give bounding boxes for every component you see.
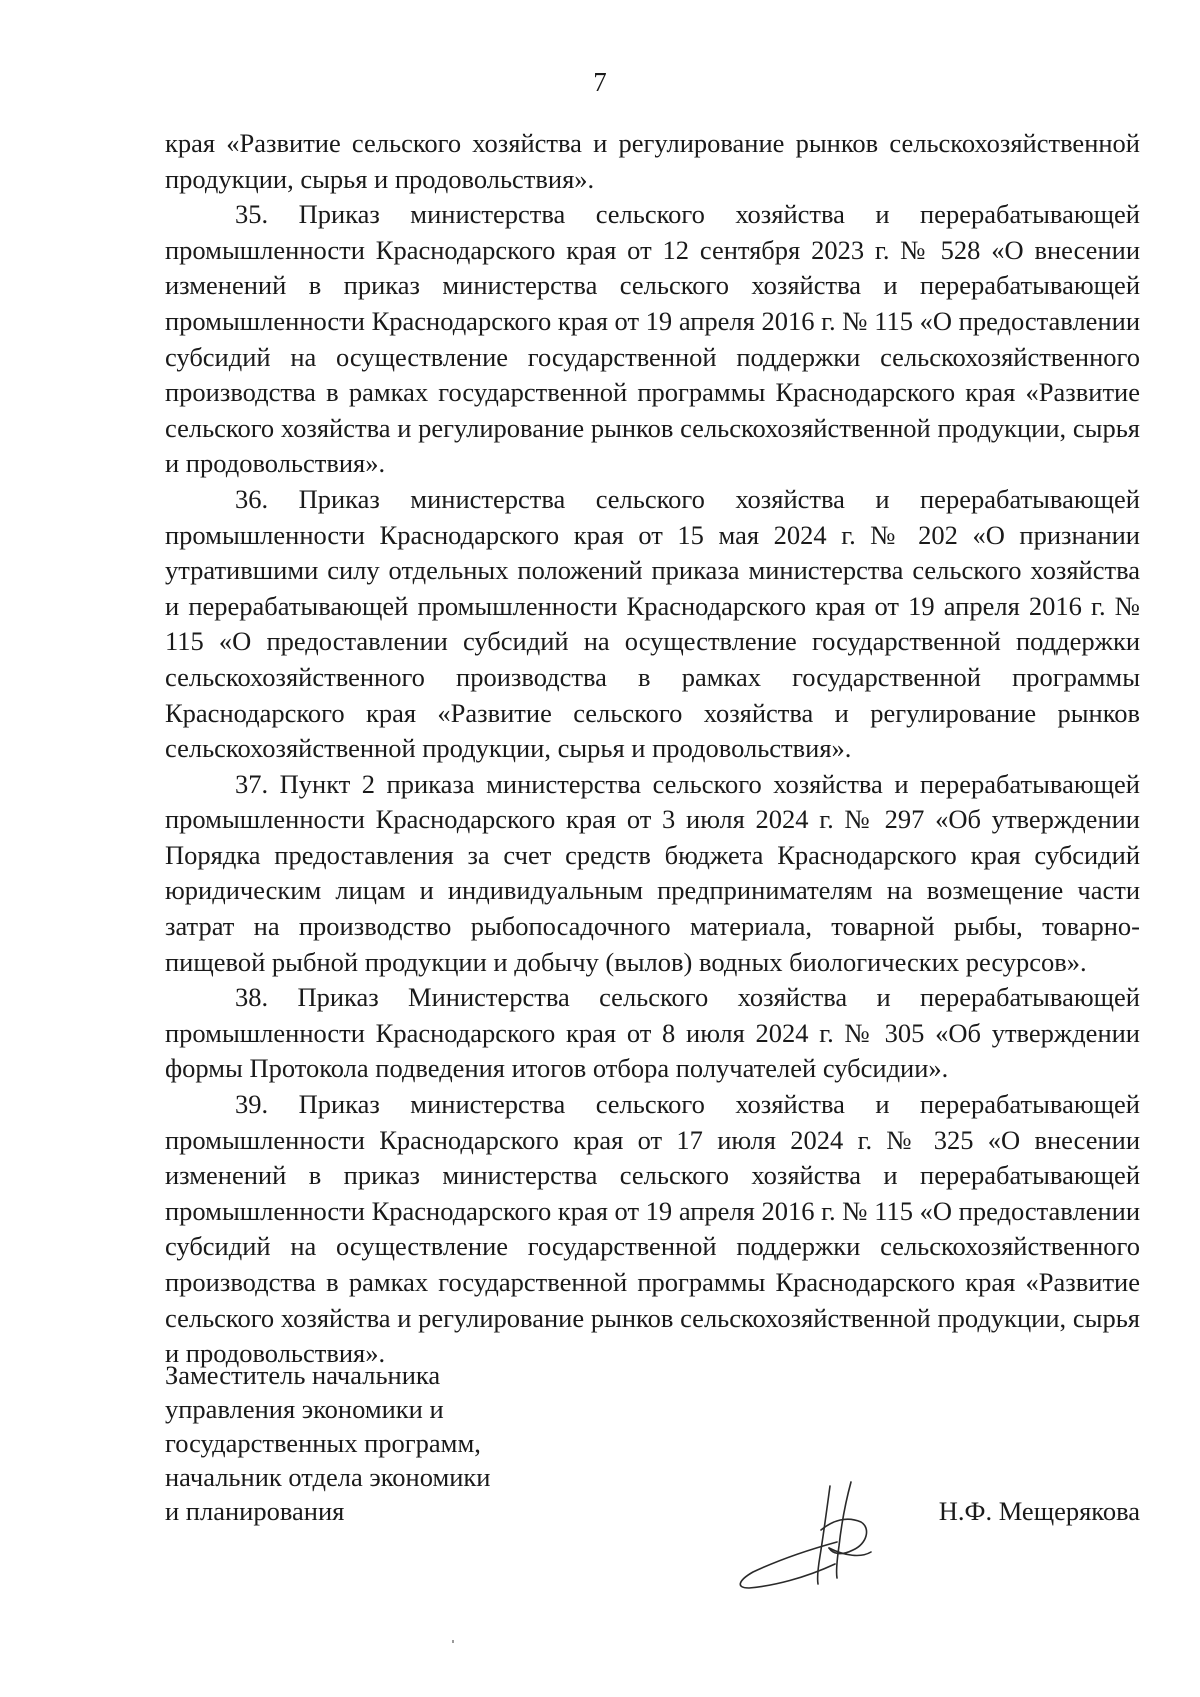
- signer-position-line: начальник отдела экономики: [165, 1462, 491, 1492]
- list-item-37: 37. Пункт 2 приказа министерства сельского хозяйства и перерабатывающей промышленности Краснодарского края от 3 июля 2024 г. № 297 «Об утверждении Порядка предоставления за счет средств бюджета Краснодарского края субсидий юридическим лицам и индивидуальным предпринимателям на возмещение части затрат на производство рыбопосадочного материала, товарной рыбы, товарно-пищевой рыбной продукции и добычу (вылов) водных биологических ресурсов».: [165, 768, 1140, 977]
- signer-position-line: управления экономики и: [165, 1394, 444, 1424]
- page-number: 7: [593, 67, 607, 97]
- signature-block: [165, 1358, 1140, 1618]
- signer-position: [165, 1358, 490, 1528]
- handwritten-signature: [725, 1438, 935, 1598]
- list-item-36: 36. Приказ министерства сельского хозяйства и перерабатывающей промышленности Краснодарского края от 15 мая 2024 г. № 202 «О признании утратившими силу отдельных положений приказа министерства сельского хозяйства и перерабатывающей промышленности Краснодарского края от 19 апреля 2016 г. № 115 «О предоставлении субсидий на осуществление государственной поддержки сельскохозяйственного производства в рамках государственной программы Краснодарского края «Развитие сельского хозяйства и регулирование рынков сельскохозяйственной продукции, сырья и продовольствия».: [165, 483, 1140, 764]
- signer-position-line: и планирования: [165, 1496, 345, 1526]
- list-item-38: 38. Приказ Министерства сельского хозяйства и перерабатывающей промышленности Краснодарского края от 8 июля 2024 г. № 305 «Об утверждении формы Протокола подведения итогов отбора получателей субсидии».: [165, 982, 1140, 1084]
- paragraph-continuation: края «Развитие сельского хозяйства и регулирование рынков сельскохозяйственной продукции, сырья и продовольствия».: [165, 128, 1140, 194]
- signer-position-line: государственных программ,: [165, 1428, 481, 1458]
- signer-position-line: Заместитель начальника: [165, 1360, 441, 1390]
- signer-name: Н.Ф. Мещерякова: [938, 1496, 1140, 1526]
- scan-speck: [452, 1640, 454, 1643]
- list-item-35: 35. Приказ министерства сельского хозяйства и перерабатывающей промышленности Краснодарского края от 12 сентября 2023 г. № 528 «О внесении изменений в приказ министерства сельского хозяйства и перерабатывающей промышленности Краснодарского края от 19 апреля 2016 г. № 115 «О предоставлении субсидий на осуществление государственной поддержки сельскохозяйственного производства в рамках государственной программы Краснодарского края «Развитие сельского хозяйства и регулирование рынков сельскохозяйственной продукции, сырья и продовольствия».: [165, 199, 1140, 479]
- document-body: [165, 126, 1140, 1372]
- list-item-39: 39. Приказ министерства сельского хозяйства и перерабатывающей промышленности Краснодарского края от 17 июля 2024 г. № 325 «О внесении изменений в приказ министерства сельского хозяйства и перерабатывающей промышленности Краснодарского края от 19 апреля 2016 г. № 115 «О предоставлении субсидий на осуществление государственной поддержки сельскохозяйственного производства в рамках государственной программы Краснодарского края «Развитие сельского хозяйства и регулирование рынков сельскохозяйственной продукции, сырья и продовольствия».: [165, 1089, 1140, 1369]
